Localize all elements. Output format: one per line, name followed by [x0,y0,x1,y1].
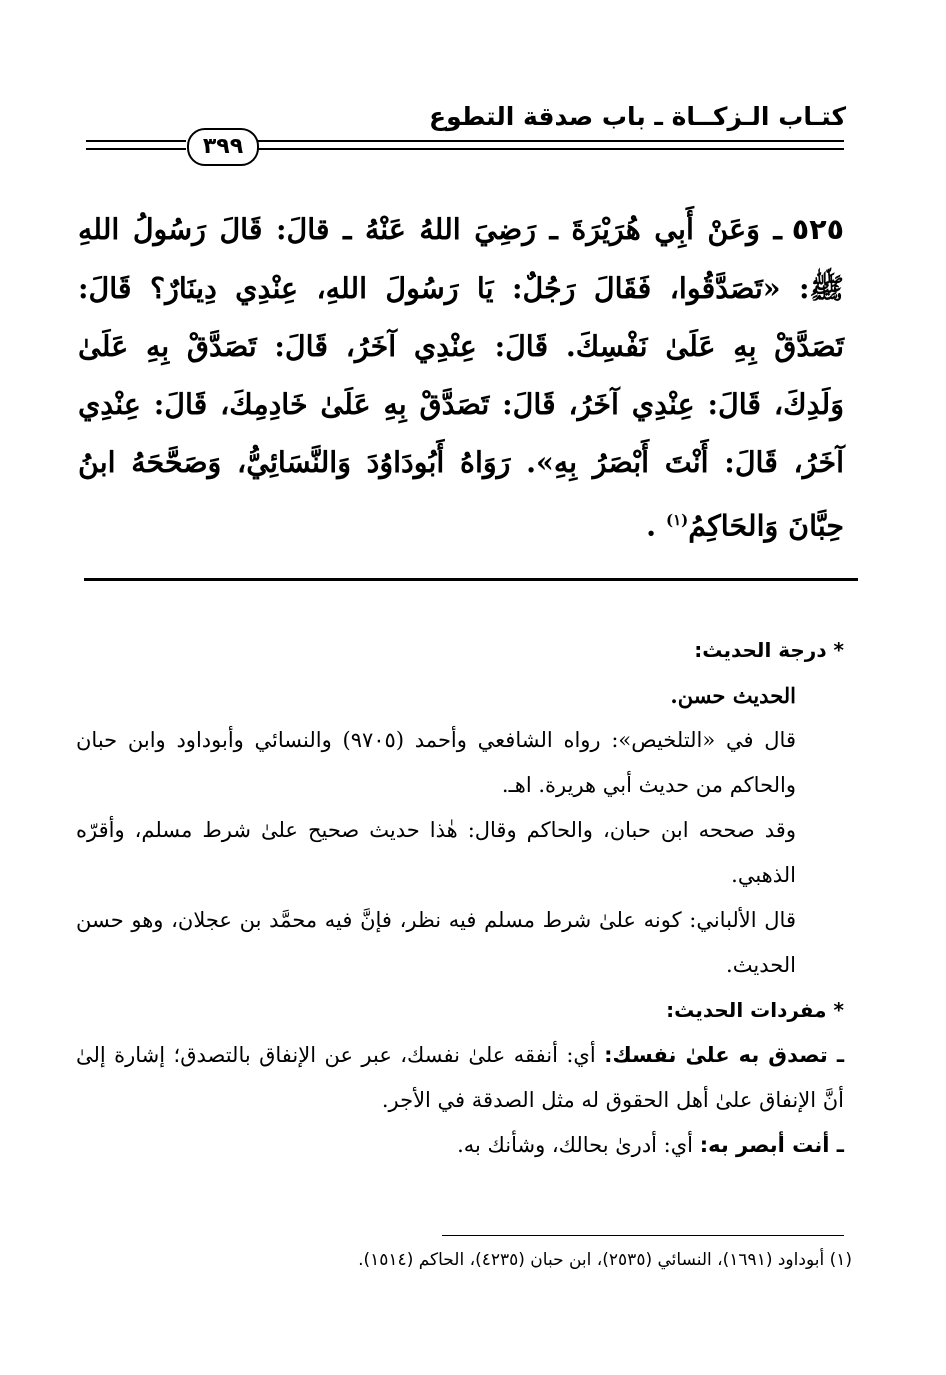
running-header-title: كتـاب الـزكــاة ـ باب صدقة التطوع [429,102,846,131]
commentary [76,628,844,1168]
header-rule-left-2 [86,148,186,150]
grade-verdict: الحديث حسن. [670,683,796,708]
header-rule-right [257,140,844,142]
footnote: (١) أبوداود (١٦٩١)، النسائي (٢٥٣٥)، ابن حبان (٤٢٣٥)، الحاكم (١٥١٤). [358,1250,852,1270]
hadith-body: وَعَنْ أَبِي هُرَيْرَةَ ـ رَضِيَ اللهُ عَنْهُ ـ قالَ: قَالَ رَسُولُ اللهِ ﷺ: «تَصَدَّقُوا، فَقَالَ رَجُلٌ: يَا رَسُولَ اللهِ، عِنْدِي دِينَارٌ؟ قَالَ: تَصَدَّقْ بِهِ عَلَىٰ نَفْسِكَ. قَالَ: عِنْدِي آخَرُ، قَالَ: تَصَدَّقْ بِهِ عَلَىٰ وَلَدِكَ، قَالَ: عِنْدِي آخَرُ، قَالَ: تَصَدَّقْ بِهِ عَلَىٰ خَادِمِكَ، قَالَ: عِنْدِي آخَرُ، قَالَ: أَنْتَ أَبْصَرُ بِهِ». رَوَاهُ أَبُودَاوُدَ وَالنَّسَائِيُّ، وَصَحَّحَهُ ابنُ حِبَّانَ وَالحَاكِمُ [78,212,844,543]
vocab-item-2 [76,1123,844,1168]
vocab-heading: * مفردات الحديث: [666,998,844,1022]
hadith-number: ٥٢٥ [791,213,844,246]
grade-paragraph-3: قال الألباني: كونه علىٰ شرط مسلم فيه نظر، فإنَّ فيه محمَّد بن عجلان، وهو حسن الحديث. [76,908,796,977]
vocab-text-1: أي: أنفقه علىٰ نفسك، عبر عن الإنفاق بالتصدق؛ إشارة إلىٰ أنَّ الإنفاق علىٰ أهل الحقوق له مثل الصدقة في الأجر. [76,1043,844,1112]
header-rule-left [86,140,186,142]
section-separator [84,578,858,581]
grade-heading: * درجة الحديث: [694,638,844,662]
vocab-item-1 [76,1033,844,1123]
vocab-text-2: أي: أدرىٰ بحالك، وشأنك به. [457,1133,700,1157]
vocab-term-1: ـ تصدق به علىٰ نفسك: [604,1043,845,1067]
page-number-badge: ٣٩٩ [187,128,259,166]
grade-paragraph-2: وقد صححه ابن حبان، والحاكم وقال: هٰذا حديث صحيح علىٰ شرط مسلم، وأقرّه الذهبي. [76,818,796,887]
hadith-dash: ـ [773,212,782,246]
header-rule-right-2 [257,148,844,150]
footnote-rule [442,1235,844,1236]
footnote-ref: (١) [665,511,689,529]
grade-paragraph-1: قال في «التلخيص»: رواه الشافعي وأحمد (٩٧٠٥) والنسائي وأبوداود وابن حبان والحاكم من حديث أبي هريرة. اهـ. [76,728,796,797]
vocab-term-2: ـ أنت أبصر به: [699,1133,844,1157]
hadith-end: . [646,508,666,543]
hadith-text-block [78,200,844,555]
